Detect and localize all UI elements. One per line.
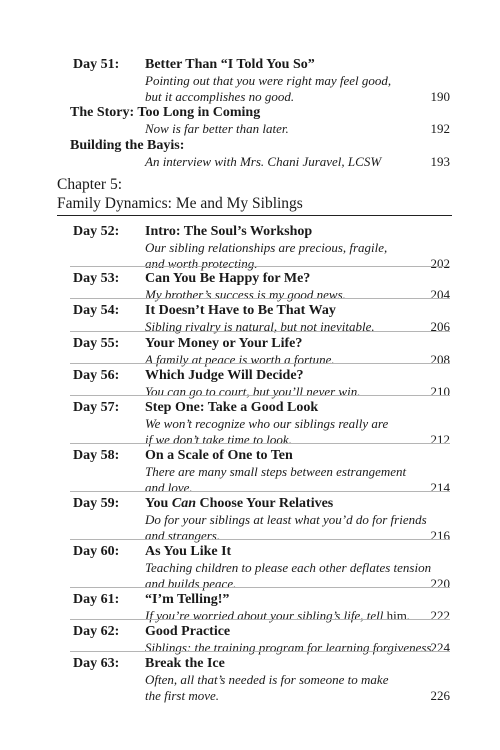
day-label: Day 63: [73, 656, 120, 671]
page-number: 220 [430, 576, 450, 591]
entry-description: My brother’s success is my good news. [145, 287, 346, 302]
page-number: 226 [430, 688, 450, 703]
entry-title: Which Judge Will Decide? [145, 368, 304, 383]
entry-description: and strangers. [145, 528, 221, 543]
day-label: Day 53: [73, 271, 120, 286]
page-number: 222 [430, 608, 450, 623]
entry-description: A family at peace is worth a fortune. [145, 352, 335, 367]
chapter-number: Chapter 5: [57, 176, 122, 193]
entry-title: The Story: Too Long in Coming [70, 105, 261, 120]
entry-description: Our sibling relationships are precious, fragile, [145, 240, 388, 255]
entry-description: Siblings: the training program for learning forgiveness. [145, 640, 435, 655]
entry-title: As You Like It [145, 544, 232, 559]
divider [70, 539, 450, 540]
entry-title: Better Than “I Told You So” [145, 57, 315, 72]
entry-title: Your Money or Your Life? [145, 336, 303, 351]
entry-title: Break the Ice [145, 656, 225, 671]
entry-title: Step One: Take a Good Look [145, 400, 319, 415]
divider [70, 587, 450, 588]
page-number: 208 [430, 352, 450, 367]
entry-title: It Doesn’t Have to Be That Way [145, 303, 336, 318]
description-emphasis: him [386, 608, 407, 623]
entry-description: Teaching children to please each other deflates tension [145, 560, 432, 575]
entry-description: Often, all that’s needed is for someone to make [145, 672, 389, 687]
entry-title [145, 495, 425, 512]
page-number: 192 [430, 121, 450, 136]
entry-description: Sibling rivalry is natural, but not inevitable. [145, 319, 375, 334]
page-number: 204 [430, 287, 450, 302]
title-part: Choose Your Relatives [195, 496, 334, 511]
entry-title: Can You Be Happy for Me? [145, 271, 311, 286]
title-emphasis: Can [171, 496, 196, 511]
divider [70, 651, 450, 652]
divider [70, 363, 450, 364]
day-label: Day 62: [73, 624, 120, 639]
day-label: Day 57: [73, 400, 120, 415]
entry-title: Intro: The Soul’s Workshop [145, 224, 313, 239]
day-label: Day 55: [73, 336, 120, 351]
entry-description: but it accomplishes no good. [145, 89, 295, 104]
entry-title: Good Practice [145, 624, 231, 639]
page-number: 193 [430, 154, 450, 169]
title-part: You [145, 496, 172, 511]
entry-description: An interview with Mrs. Chani Juravel, LCSW [145, 154, 382, 169]
entry-description [145, 608, 425, 624]
divider [70, 491, 450, 492]
day-label: Day 60: [73, 544, 120, 559]
chapter-heading [57, 175, 303, 213]
entry-description: the first move. [145, 688, 220, 703]
divider [70, 331, 450, 332]
day-label: Day 51: [73, 57, 120, 72]
divider [70, 619, 450, 620]
page-number: 214 [430, 480, 450, 495]
divider [70, 298, 450, 299]
entry-description: and builds peace. [145, 576, 237, 591]
page-number: 224 [430, 640, 450, 655]
page-number: 202 [430, 256, 450, 271]
entry-description: There are many small steps between estrangement [145, 464, 407, 479]
day-label: Day 54: [73, 303, 120, 318]
page-number: 216 [430, 528, 450, 543]
day-label: Day 61: [73, 592, 120, 607]
entry-description: Now is far better than later. [145, 121, 289, 136]
day-label: Day 58: [73, 448, 120, 463]
divider [70, 395, 450, 396]
entry-title: On a Scale of One to Ten [145, 448, 293, 463]
entry-description: and worth protecting. [145, 256, 258, 271]
entry-description: Do for your siblings at least what you’d do for friends [145, 512, 427, 527]
description-part: . [406, 608, 411, 623]
divider [70, 266, 450, 267]
day-label: Day 59: [73, 496, 120, 511]
description-part: If you’re worried about your sibling’s life, tell [145, 608, 387, 623]
day-label: Day 52: [73, 224, 120, 239]
entry-title: “I’m Telling!” [145, 592, 230, 607]
entry-title: Building the Bayis: [70, 138, 185, 153]
chapter-title: Family Dynamics: Me and My Siblings [57, 195, 303, 212]
entry-description: and love. [145, 480, 193, 495]
page-number: 206 [430, 319, 450, 334]
page-number: 210 [430, 384, 450, 399]
day-label: Day 56: [73, 368, 120, 383]
chapter-rule [57, 215, 452, 216]
page-number: 190 [430, 89, 450, 104]
entry-description: if we don’t take time to look. [145, 432, 292, 447]
entry-description: We won’t recognize who our siblings really are [145, 416, 389, 431]
entry-description: Pointing out that you were right may feel good, [145, 73, 392, 88]
page-number: 212 [430, 432, 450, 447]
entry-description: You can go to court, but you’ll never win. [145, 384, 361, 399]
divider [70, 443, 450, 444]
